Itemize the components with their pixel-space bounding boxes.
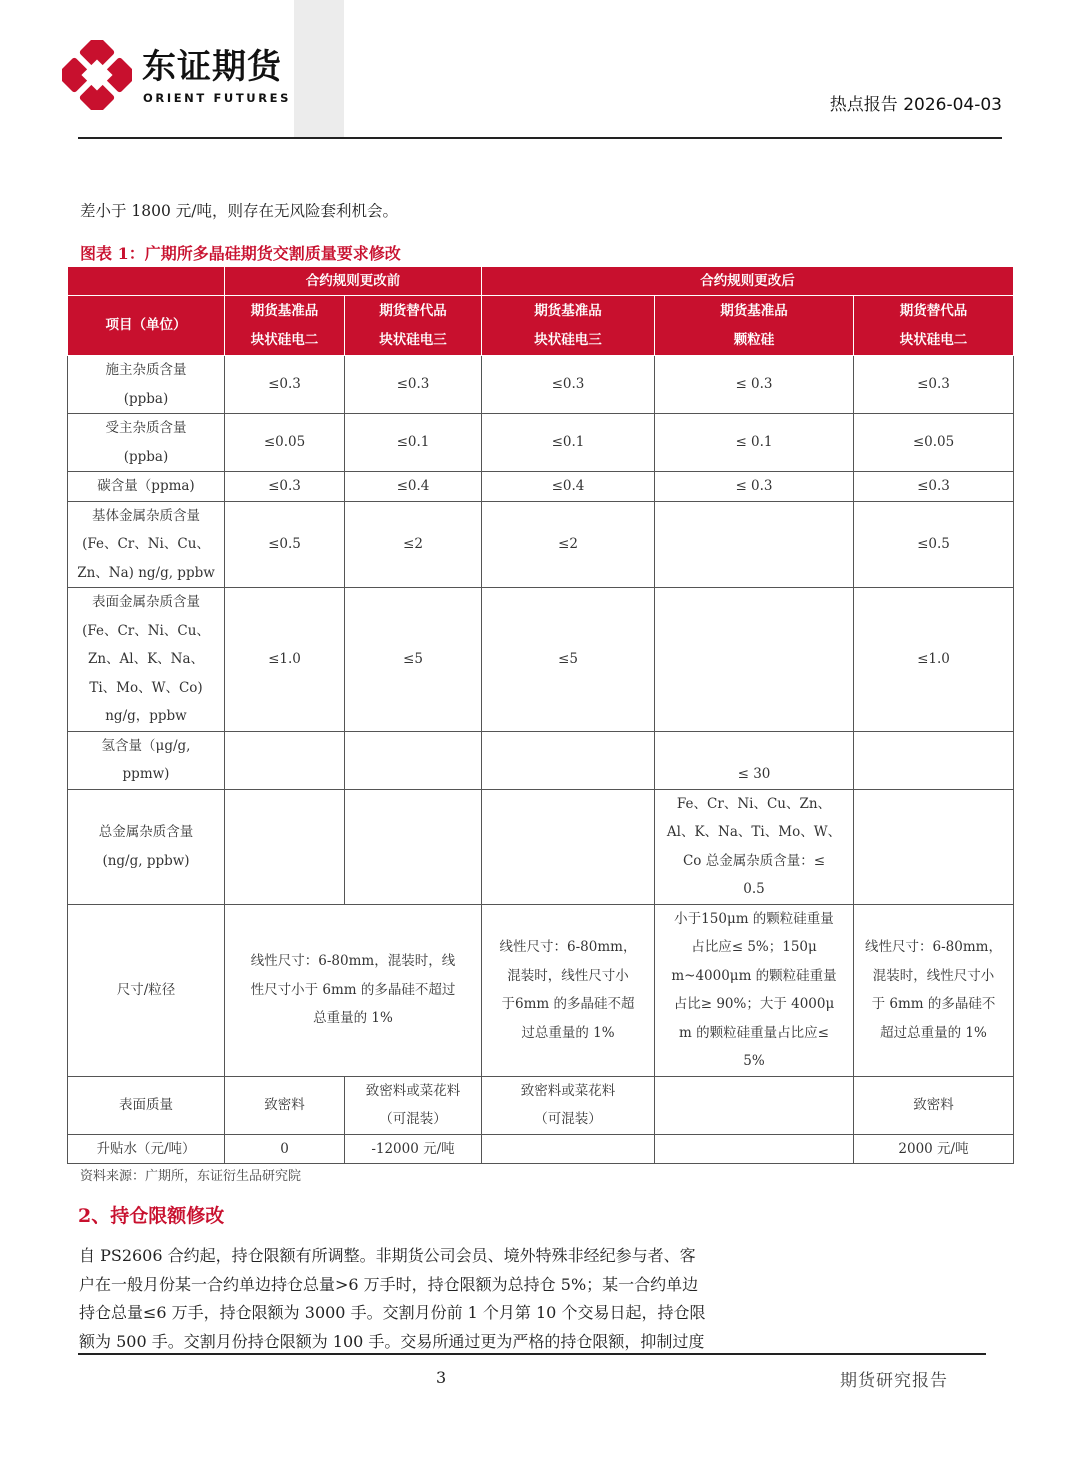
logo-name-en: ORIENT FUTURES [143, 91, 292, 105]
table-cell: ≤5 [345, 588, 482, 732]
row-label: 基体金属杂质含量 (Fe、Cr、Ni、Cu、 Zn、Na) ng/g, ppbw [68, 501, 225, 588]
footer-divider [78, 1353, 986, 1355]
header-divider [78, 137, 1002, 139]
table-cell [854, 789, 1014, 904]
table-cell [345, 731, 482, 789]
column-header: 期货基准品 颗粒硅 [655, 296, 854, 356]
table-cell: ≤0.5 [225, 501, 345, 588]
table-cell: ≤0.3 [854, 356, 1014, 414]
table-cell: ≤0.3 [482, 356, 655, 414]
row-label: 表面质量 [68, 1076, 225, 1134]
table-cell: 致密料 [225, 1076, 345, 1134]
table-cell: ≤2 [482, 501, 655, 588]
table-cell [345, 789, 482, 904]
table-cell: ≤2 [345, 501, 482, 588]
table-corner-cell [68, 267, 225, 296]
quality-spec-table [67, 266, 1014, 1164]
table-cell: ≤0.05 [854, 414, 1014, 472]
column-header: 期货基准品 块状硅电二 [225, 296, 345, 356]
table-cell [655, 588, 854, 732]
table-row [68, 472, 1014, 502]
table-cell: ≤0.5 [854, 501, 1014, 588]
table-cell: ≤ 0.3 [655, 356, 854, 414]
table-row [68, 789, 1014, 904]
paragraph-line: 持仓总量≤6 万手，持仓限额为 3000 手。交割月份前 1 个月第 10 个交易日起，持仓限 [79, 1303, 706, 1322]
row-label: 碳含量（ppma) [68, 472, 225, 502]
intro-text: 差小于 1800 元/吨，则存在无风险套利机会。 [80, 202, 399, 220]
group-before-header: 合约规则更改前 [225, 267, 482, 296]
item-column-header: 项目（单位） [68, 296, 225, 356]
report-tag-date: 热点报告 2026-04-03 [829, 95, 1002, 115]
table-cell [482, 1134, 655, 1164]
table-cell: 小于150μm 的颗粒硅重量 占比应≤ 5%；150μ m~4000μm 的颗粒硅重量 占比≥ 90%；大于 4000μ m 的颗粒硅重量占比应≤ 5% [655, 904, 854, 1076]
body-paragraph [79, 1242, 799, 1356]
table-cell [655, 501, 854, 588]
table-cell: ≤1.0 [225, 588, 345, 732]
table-cell [482, 731, 655, 789]
row-label: 总金属杂质含量 (ng/g, ppbw) [68, 789, 225, 904]
row-label: 升贴水（元/吨） [68, 1134, 225, 1164]
header-decor-strip [294, 0, 344, 138]
table-cell: 线性尺寸：6-80mm，混装时，线 性尺寸小于 6mm 的多晶硅不超过 总重量的 1% [225, 904, 482, 1076]
table-row [68, 501, 1014, 588]
table-cell: 致密料或菜花料 （可混装） [345, 1076, 482, 1134]
table-row [68, 1134, 1014, 1164]
figure-title: 图表 1：广期所多晶硅期货交割质量要求修改 [80, 244, 401, 263]
table-row [68, 356, 1014, 414]
row-label: 施主杂质含量 (ppba) [68, 356, 225, 414]
table-cell [854, 731, 1014, 789]
table-cell [225, 731, 345, 789]
table-cell: ≤0.3 [225, 472, 345, 502]
table-row [68, 904, 1014, 1076]
table-cell: ≤0.05 [225, 414, 345, 472]
table-row [68, 1076, 1014, 1134]
table-cell: 0 [225, 1134, 345, 1164]
table-cell: ≤ 0.3 [655, 472, 854, 502]
row-label: 尺寸/粒径 [68, 904, 225, 1076]
orient-futures-logo-icon [62, 40, 132, 110]
page-number: 3 [436, 1368, 447, 1387]
column-header: 期货替代品 块状硅电三 [345, 296, 482, 356]
paragraph-line: 自 PS2606 合约起，持仓限额有所调整。非期货公司会员、境外特殊非经纪参与者、客 [79, 1246, 696, 1265]
table-cell: ≤0.4 [482, 472, 655, 502]
table-cell: ≤0.3 [345, 356, 482, 414]
table-cell [655, 1076, 854, 1134]
source-note: 资料来源：广期所，东证衍生品研究院 [80, 1169, 302, 1184]
table-cell: ≤0.1 [482, 414, 655, 472]
table-cell: 线性尺寸：6-80mm， 混装时，线性尺寸小 于6mm 的多晶硅不超 过总重量的 1% [482, 904, 655, 1076]
logo-name-cn: 东证期货 [142, 47, 282, 87]
table-cell: 2000 元/吨 [854, 1134, 1014, 1164]
table-cell: 线性尺寸：6-80mm， 混装时，线性尺寸小 于 6mm 的多晶硅不 超过总重量的 1% [854, 904, 1014, 1076]
column-header: 期货基准品 块状硅电三 [482, 296, 655, 356]
table-cell [655, 1134, 854, 1164]
table-cell: 致密料 [854, 1076, 1014, 1134]
row-label: 表面金属杂质含量 (Fe、Cr、Ni、Cu、 Zn、Al、K、Na、 Ti、Mo、W、Co) ng/g，ppbw [68, 588, 225, 732]
table-cell: ≤ 0.1 [655, 414, 854, 472]
table-cell: Fe、Cr、Ni、Cu、Zn、 Al、K、Na、Ti、Mo、W、 Co 总金属杂质含量：≤ 0.5 [655, 789, 854, 904]
table-cell: ≤5 [482, 588, 655, 732]
table-cell: ≤0.1 [345, 414, 482, 472]
table-row [68, 414, 1014, 472]
table-cell: 致密料或菜花料 （可混装） [482, 1076, 655, 1134]
column-header: 期货替代品 块状硅电二 [854, 296, 1014, 356]
paragraph-line: 户在一般月份某一合约单边持仓总量>6 万手时，持仓限额为总持仓 5%；某一合约单边 [79, 1274, 699, 1294]
table-cell: ≤1.0 [854, 588, 1014, 732]
table-cell [225, 789, 345, 904]
group-after-header: 合约规则更改后 [482, 267, 1014, 296]
paragraph-line: 额为 500 手。交割月份持仓限额为 100 手。交易所通过更为严格的持仓限额，抑制过度 [79, 1331, 705, 1351]
footer-label: 期货研究报告 [840, 1371, 948, 1391]
table-cell [482, 789, 655, 904]
table-cell: ≤0.3 [225, 356, 345, 414]
table-cell: ≤0.4 [345, 472, 482, 502]
table-row [68, 731, 1014, 789]
table-cell: ≤ 30 [655, 731, 854, 789]
table-row [68, 588, 1014, 732]
section-heading: 2、持仓限额修改 [78, 1205, 225, 1227]
row-label: 氢含量（μg/g, ppmw) [68, 731, 225, 789]
table-cell: -12000 元/吨 [345, 1134, 482, 1164]
row-label: 受主杂质含量 (ppba) [68, 414, 225, 472]
table-cell: ≤0.3 [854, 472, 1014, 502]
